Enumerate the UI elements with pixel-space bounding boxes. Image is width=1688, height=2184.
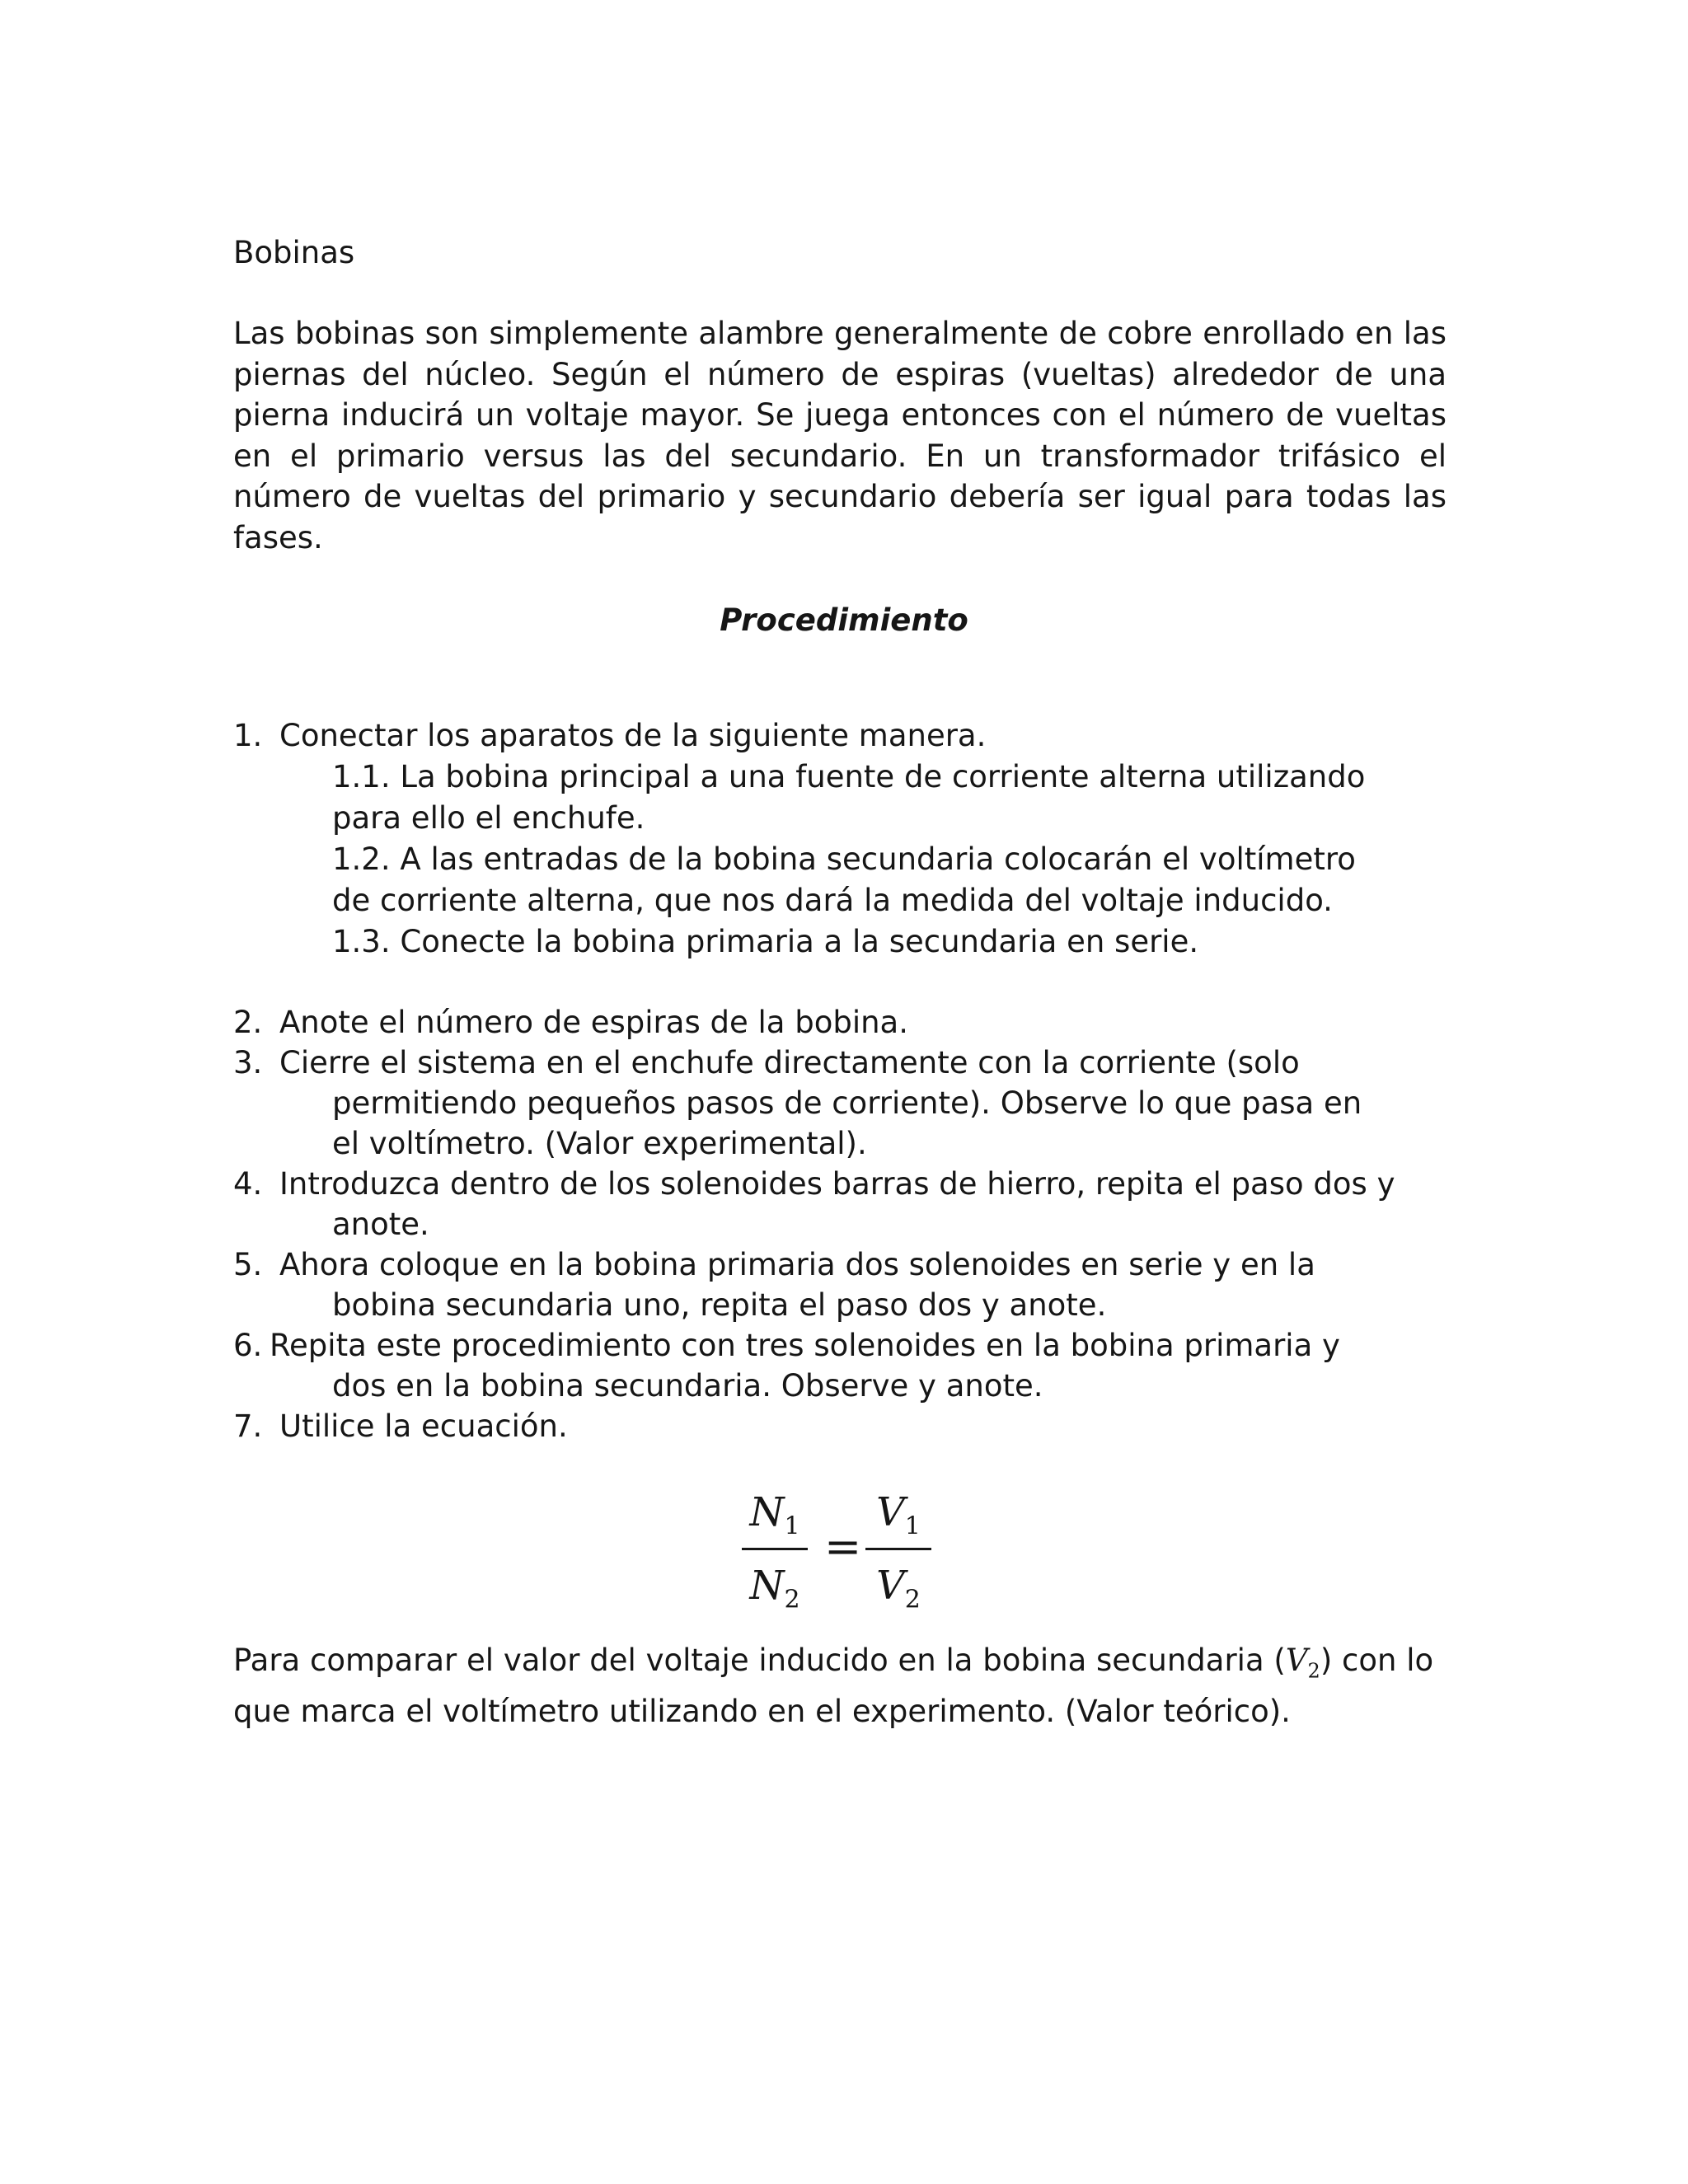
list-text: Introduzca dentro de los solenoides barras de hierro, repita el paso dos y [279,1166,1395,1202]
list-number: 3. [233,1045,263,1080]
list-number: 1.2. [332,841,391,877]
closing-paragraph [233,1640,1453,1732]
procedure-title: Procedimiento [720,602,968,638]
list-text: Utilice la ecuación. [279,1408,568,1444]
ratio-equation [742,1483,940,1632]
list-item [233,1164,1395,1205]
list-item [233,715,986,757]
list-number: 4. [233,1166,263,1202]
equation-subscript: 2 [784,1585,800,1615]
list-text-continued: permitiendo pequeños pasos de corriente). Observe lo que pasa en [332,1085,1362,1121]
fraction-n [742,1483,808,1615]
variable-v2: $V_2$ [1285,1643,1320,1683]
list-text-continued: bobina secundaria uno, repita el paso dos y anote. [332,1287,1107,1323]
equation-symbol: V [876,1489,905,1535]
list-number: 1.1. [332,759,391,794]
list-text: Repita este procedimiento con tres solenoides en la bobina primaria y [270,1328,1340,1363]
list-number: 5. [233,1247,263,1282]
list-item [233,1244,1315,1286]
list-number: 7. [233,1408,263,1444]
list-text: Cierre el sistema en el enchufe directamente con la corriente (solo [279,1045,1300,1080]
list-number: 2. [233,1005,263,1040]
equation-subscript: 1 [904,1511,921,1541]
list-item [332,839,1356,880]
list-text-continued: dos en la bobina secundaria. Observe y anote. [332,1368,1043,1404]
list-text: A las entradas de la bobina secundaria colocarán el voltímetro [400,841,1356,877]
list-number: 6. [233,1328,263,1363]
fraction-bar [742,1548,808,1550]
list-text-continued: el voltímetro. (Valor experimental). [332,1126,867,1161]
list-text: La bobina principal a una fuente de corriente alterna utilizando [400,759,1366,794]
list-text: Conectar los aparatos de la siguiente manera. [279,718,987,753]
equation-symbol: N [749,1563,785,1609]
equation-symbol: V [876,1563,905,1609]
equals-sign: = [824,1521,862,1572]
intro-paragraph: Las bobinas son simplemente alambre generalmente de cobre enrollado en las piernas del núcleo. Según el número de espiras (vueltas) alrededor de una pierna inducirá un voltaje mayor. Se juega entonces con el número de vueltas en el primario versus las del secundario. En un transformador trifásico el número de vueltas del primario y secundario debería ser igual para todas las fases. [233,316,1447,555]
list-item [233,1325,1340,1366]
fraction-bar [865,1548,931,1550]
list-item [233,1043,1300,1084]
equation-symbol: N [749,1489,785,1535]
list-text-continued: anote. [332,1207,429,1242]
closing-text-start: Para comparar el valor del voltaje inducido en la bobina secundaria ( [233,1643,1286,1678]
list-text-continued: de corriente alterna, que nos dará la medida del voltaje inducido. [332,883,1333,918]
list-item [332,757,1365,798]
closing-text-end: ) con lo que marca el voltímetro utilizando en el experimento. (Valor teórico). [233,1643,1434,1730]
equation-subscript: 1 [784,1511,800,1541]
list-text: Anote el número de espiras de la bobina. [279,1005,908,1040]
list-item [332,921,1198,963]
document-heading: Bobinas [233,235,355,270]
equation-subscript: 2 [904,1585,921,1615]
list-text-continued: para ello el enchufe. [332,800,645,836]
list-item [233,1406,568,1447]
list-text: Ahora coloque en la bobina primaria dos solenoides en serie y en la [279,1247,1315,1282]
list-number: 1. [233,718,263,753]
list-text: Conecte la bobina primaria a la secundaria en serie. [400,924,1199,959]
fraction-v [865,1483,931,1615]
list-item [233,1002,908,1043]
list-number: 1.3. [332,924,391,959]
